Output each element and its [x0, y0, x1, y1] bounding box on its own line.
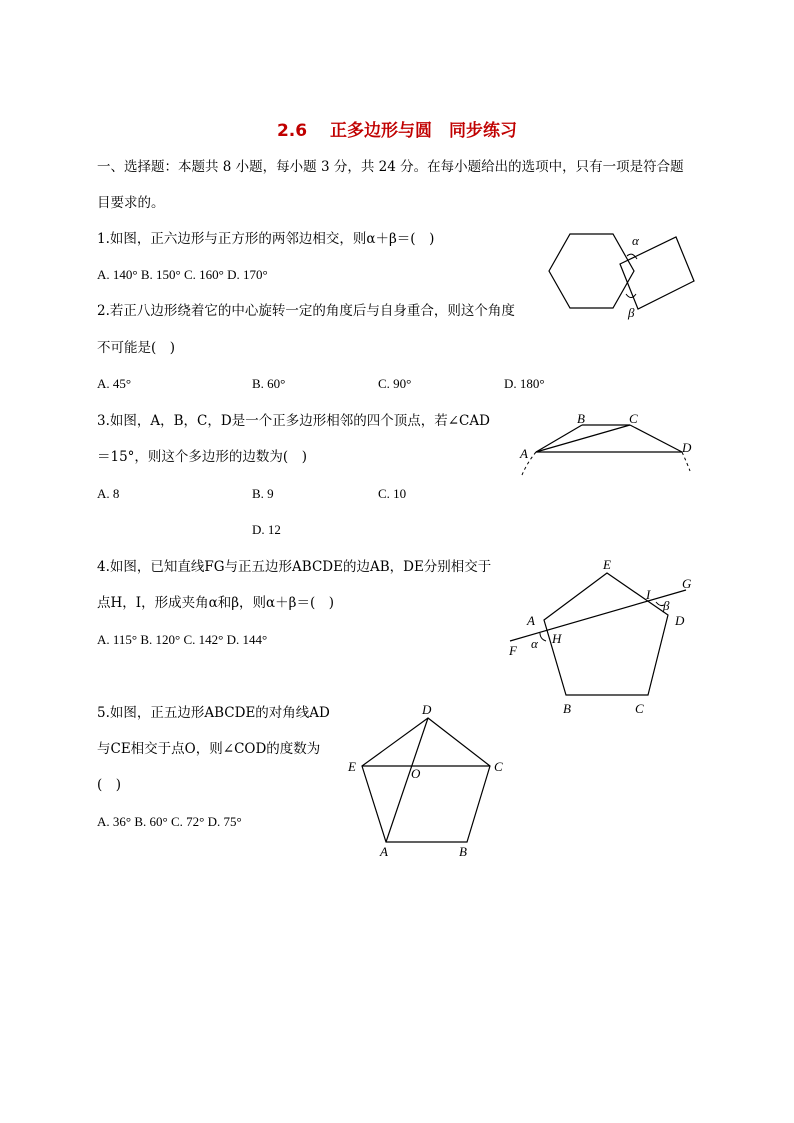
- q4-label-beta: β: [663, 598, 670, 613]
- q4-label-h: H: [552, 631, 562, 646]
- q4-stem-line1: 4.如图，已知直线FG与正五边形ABCDE的边AB，DE分别相交于: [97, 559, 492, 575]
- section-instruction-line2: 目要求的。: [97, 195, 165, 211]
- q3-label-a: A: [520, 446, 528, 461]
- q4-label-c: C: [635, 701, 644, 716]
- q5-stem-line3: ( ): [97, 777, 122, 793]
- q5-label-b: B: [459, 844, 467, 859]
- q1-arc-beta: [626, 294, 636, 298]
- q3-label-d: D: [682, 440, 692, 455]
- q4-label-f: F: [509, 643, 517, 658]
- q3-option-b: B. 9: [252, 486, 274, 501]
- q5-pentagon: [362, 718, 490, 842]
- q5-label-c: C: [494, 759, 503, 774]
- q4-stem-line2: 点H，I，形成夹角α和β，则α＋β＝( ): [97, 595, 334, 611]
- q3-label-c: C: [629, 411, 638, 426]
- q1-label-beta: β: [628, 305, 635, 320]
- q4-arc-alpha: [540, 633, 546, 641]
- q5-diagonal-ad: [386, 718, 428, 842]
- q4-figure: [500, 555, 700, 720]
- q5-label-d: D: [422, 702, 432, 717]
- q5-label-a: A: [380, 844, 388, 859]
- q3-seg-cd: [630, 425, 682, 452]
- section-instruction-line1: 一、选择题：本题共 8 小题，每小题 3 分，共 24 分。在每小题给出的选项中，只有一项是符合题: [97, 159, 684, 175]
- q3-stem-line1: 3.如图，A，B，C，D是一个正多边形相邻的四个顶点，若∠CAD: [97, 413, 490, 429]
- q3-figure: [510, 408, 700, 478]
- q3-option-a: A. 8: [97, 486, 120, 501]
- q4-line-fg: [510, 590, 686, 641]
- q5-figure: [340, 700, 520, 865]
- q5-label-e: E: [348, 759, 356, 774]
- q2-stem-line1: 2.若正八边形绕着它的中心旋转一定的角度后与自身重合，则这个角度: [97, 303, 515, 319]
- q4-label-e: E: [603, 557, 611, 572]
- q3-seg-ab: [536, 425, 582, 452]
- q4-label-i: I: [646, 587, 651, 602]
- q1-options: A. 140° B. 150° C. 160° D. 170°: [97, 267, 268, 282]
- q4-options: A. 115° B. 120° C. 142° D. 144°: [97, 632, 268, 647]
- q2-stem-line2: 不可能是( ): [97, 340, 176, 356]
- q5-stem-line2: 与CE相交于点O，则∠COD的度数为: [97, 741, 321, 757]
- q5-options: A. 36° B. 60° C. 72° D. 75°: [97, 814, 242, 829]
- q2-option-d: D. 180°: [504, 376, 545, 391]
- page-title: 2.6 正多边形与圆 同步练习: [276, 121, 518, 141]
- q2-option-b: B. 60°: [252, 376, 286, 391]
- q1-hexagon: [549, 234, 634, 308]
- q3-stem-line2: ＝15°，则这个多边形的边数为( ): [97, 449, 307, 465]
- q1-figure: [540, 225, 700, 325]
- q1-stem: 1.如图，正六边形与正方形的两邻边相交，则α＋β＝( ): [97, 231, 435, 247]
- q4-label-alpha: α: [531, 636, 538, 651]
- q3-label-b: B: [577, 411, 585, 426]
- q4-label-b: B: [563, 701, 571, 716]
- q5-stem-line1: 5.如图，正五边形ABCDE的对角线AD: [97, 705, 330, 721]
- q2-option-a: A. 45°: [97, 376, 132, 391]
- q3-option-d: D. 12: [252, 522, 281, 537]
- q4-label-a: A: [527, 613, 535, 628]
- q3-seg-ac: [536, 425, 630, 452]
- q4-label-g: G: [682, 576, 692, 591]
- q4-label-d: D: [675, 613, 685, 628]
- q1-label-alpha: α: [632, 233, 639, 248]
- q2-option-c: C. 90°: [378, 376, 412, 391]
- q5-label-o: O: [411, 766, 421, 781]
- q3-option-c: C. 10: [378, 486, 407, 501]
